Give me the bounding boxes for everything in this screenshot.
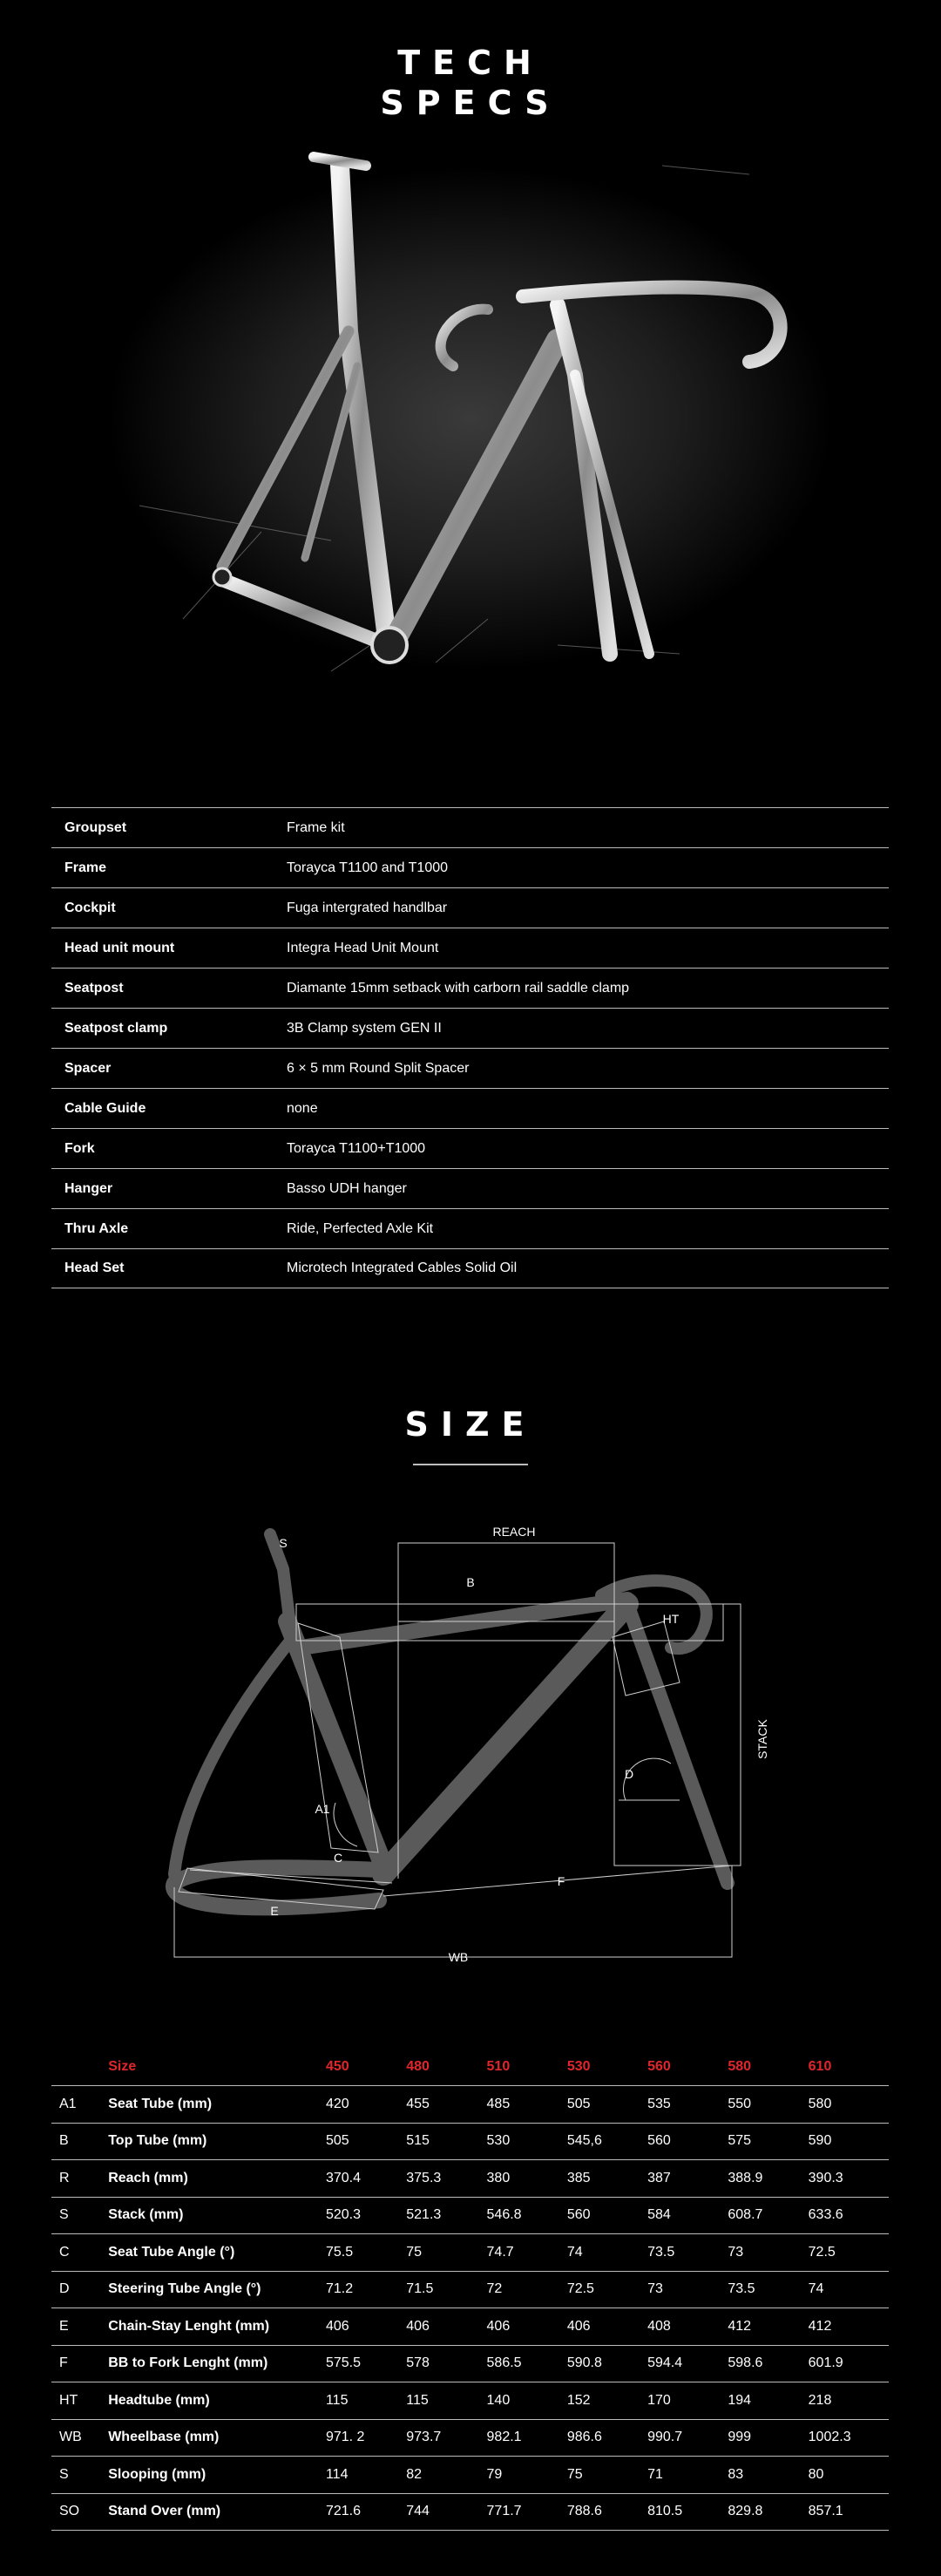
geometry-value: 194 [728, 2392, 752, 2408]
geometry-measure-name: BB to Fork Lenght (mm) [108, 2355, 268, 2371]
geometry-value: 560 [647, 2133, 671, 2149]
geometry-value: 406 [486, 2318, 511, 2334]
geometry-value: 406 [325, 2318, 349, 2334]
geometry-value: 370.4 [325, 2170, 362, 2185]
geometry-value: 990.7 [647, 2430, 683, 2445]
geometry-value: 584 [647, 2207, 671, 2223]
geometry-value: 999 [728, 2430, 752, 2445]
size-header-label: Size [108, 2049, 326, 2086]
spec-label: Spacer [64, 1060, 112, 1076]
geometry-value: 387 [647, 2170, 671, 2185]
spec-row-hanger [51, 1168, 889, 1208]
size-header-row [51, 2049, 889, 2086]
tech-specs-title-line1: TECH [397, 44, 544, 82]
table-row [51, 2493, 889, 2531]
geometry-value: 598.6 [728, 2355, 763, 2371]
geometry-value: 72 [486, 2281, 503, 2297]
table-row [51, 2382, 889, 2420]
size-560: 560 [647, 2049, 728, 2086]
geometry-measure-name: Top Tube (mm) [108, 2133, 207, 2149]
spec-label: Fork [64, 1140, 95, 1156]
geometry-value: 71.2 [325, 2281, 354, 2297]
spec-value: Basso UDH hanger [287, 1180, 407, 1196]
geometry-value: 578 [406, 2355, 430, 2371]
spec-row-thru-axle [51, 1208, 889, 1248]
geometry-value: 971. 2 [325, 2430, 365, 2445]
geo-label-c: C [333, 1851, 343, 1865]
geometry-value: 520.3 [325, 2207, 362, 2223]
geometry-value: 75.5 [325, 2244, 354, 2260]
geo-label-wb: WB [448, 1950, 469, 1964]
geometry-diagram [148, 1517, 775, 1970]
size-450: 450 [326, 2049, 406, 2086]
geometry-value: 79 [486, 2466, 503, 2482]
spec-label: Thru Axle [64, 1220, 129, 1236]
table-row [51, 2308, 889, 2346]
geometry-value: 608.7 [728, 2207, 763, 2223]
spec-row-seatpost [51, 968, 889, 1008]
spec-value: Ride, Perfected Axle Kit [287, 1220, 434, 1236]
geo-label-stack: STACK [755, 1719, 769, 1759]
spec-value: Fuga intergrated handlbar [287, 900, 448, 915]
geometry-value: 71.5 [406, 2281, 434, 2297]
spec-value: none [287, 1100, 318, 1116]
spec-label: Seatpost clamp [64, 1020, 168, 1036]
table-row [51, 2271, 889, 2308]
geometry-value: 82 [406, 2466, 423, 2482]
geometry-value: 550 [728, 2096, 752, 2111]
geometry-value: 73 [728, 2244, 744, 2260]
geometry-value: 601.9 [808, 2355, 843, 2371]
geometry-value: 857.1 [808, 2504, 843, 2519]
geometry-value: 75 [566, 2466, 583, 2482]
geometry-value: 385 [566, 2170, 591, 2185]
geometry-measure-name: Stack (mm) [108, 2207, 184, 2223]
geometry-value: 115 [406, 2392, 429, 2408]
table-row [51, 2457, 889, 2494]
size-510: 510 [487, 2049, 567, 2086]
table-row [51, 2419, 889, 2457]
geometry-value: 721.6 [325, 2504, 362, 2519]
geometry-value: 140 [486, 2392, 511, 2408]
size-title-rule [413, 1464, 528, 1465]
geometry-value: 590 [808, 2133, 832, 2149]
geometry-measure-name: Steering Tube Angle (°) [108, 2281, 261, 2297]
size-header-code [51, 2049, 108, 2086]
geometry-value: 380 [486, 2170, 511, 2185]
spec-row-cable-guide [51, 1088, 889, 1128]
geo-label-s: S [279, 1536, 288, 1550]
geometry-value: 74.7 [486, 2244, 514, 2260]
table-row [51, 2234, 889, 2272]
geometry-value: 71 [647, 2466, 663, 2482]
geo-label-a1: A1 [315, 1802, 330, 1816]
geometry-code: D [59, 2281, 70, 2297]
geo-label-f: F [557, 1874, 565, 1888]
geometry-value: 388.9 [728, 2170, 763, 2185]
geometry-value: 412 [728, 2318, 752, 2334]
size-530: 530 [567, 2049, 647, 2086]
geometry-value: 455 [406, 2096, 430, 2111]
geo-label-b: B [466, 1575, 475, 1589]
geometry-code: HT [59, 2392, 78, 2408]
spec-value: Torayca T1100+T1000 [287, 1140, 426, 1156]
geometry-value: 545,6 [566, 2133, 602, 2149]
spec-row-head-unit-mount [51, 928, 889, 968]
spec-value: 3B Clamp system GEN II [287, 1020, 442, 1036]
geometry-measure-name: Seat Tube (mm) [108, 2096, 213, 2111]
geometry-value: 73.5 [647, 2244, 675, 2260]
spec-value: Frame kit [287, 819, 345, 835]
table-row [51, 2345, 889, 2382]
geometry-value: 586.5 [486, 2355, 522, 2371]
geometry-measure-name: Wheelbase (mm) [108, 2430, 220, 2445]
geometry-value: 1002.3 [808, 2430, 851, 2445]
bike-frame-image [0, 131, 941, 776]
geometry-code: SO [59, 2504, 80, 2519]
geometry-value: 515 [406, 2133, 430, 2149]
geo-label-reach: REACH [492, 1525, 536, 1539]
geometry-value: 170 [647, 2392, 671, 2408]
geo-label-e: E [270, 1904, 279, 1918]
geometry-value: 986.6 [566, 2430, 602, 2445]
spec-value: 6 × 5 mm Round Split Spacer [287, 1060, 470, 1076]
geometry-measure-name: Seat Tube Angle (°) [108, 2244, 235, 2260]
geometry-value: 218 [808, 2392, 832, 2408]
size-610: 610 [809, 2049, 889, 2086]
geometry-value: 80 [808, 2466, 824, 2482]
spec-row-groupset [51, 807, 889, 847]
geometry-code: E [59, 2318, 69, 2334]
geometry-code: C [59, 2244, 70, 2260]
geometry-value: 560 [566, 2207, 591, 2223]
geometry-value: 406 [566, 2318, 591, 2334]
geometry-value: 72.5 [808, 2244, 836, 2260]
geometry-value: 72.5 [566, 2281, 594, 2297]
geometry-value: 115 [325, 2392, 349, 2408]
geometry-value: 590.8 [566, 2355, 602, 2371]
size-480: 480 [406, 2049, 486, 2086]
spec-label: Hanger [64, 1180, 113, 1196]
geometry-value: 75 [406, 2244, 423, 2260]
geometry-value: 521.3 [406, 2207, 442, 2223]
geometry-value: 771.7 [486, 2504, 522, 2519]
spec-value: Diamante 15mm setback with carborn rail saddle clamp [287, 980, 630, 996]
geometry-value: 420 [325, 2096, 349, 2111]
geometry-value: 594.4 [647, 2355, 683, 2371]
spec-value: Integra Head Unit Mount [287, 940, 439, 955]
geometry-value: 114 [325, 2466, 349, 2482]
geometry-code: WB [59, 2430, 82, 2445]
geo-label-ht: HT [662, 1612, 680, 1626]
geometry-value: 73.5 [728, 2281, 755, 2297]
geometry-measure-name: Chain-Stay Lenght (mm) [108, 2318, 270, 2334]
geometry-value: 152 [566, 2392, 591, 2408]
spec-row-seatpost-clamp [51, 1008, 889, 1048]
geometry-code: S [59, 2466, 69, 2482]
geometry-value: 535 [647, 2096, 671, 2111]
geometry-value: 810.5 [647, 2504, 683, 2519]
geometry-value: 546.8 [486, 2207, 522, 2223]
geometry-measure-name: Headtube (mm) [108, 2392, 210, 2408]
specs-table [51, 807, 889, 1288]
size-geometry-table [51, 2049, 889, 2531]
geometry-value: 982.1 [486, 2430, 522, 2445]
geometry-value: 390.3 [808, 2170, 843, 2185]
geometry-value: 73 [647, 2281, 663, 2297]
geometry-value: 408 [647, 2318, 671, 2334]
table-row [51, 2197, 889, 2234]
geometry-code: A1 [59, 2096, 77, 2111]
geometry-value: 788.6 [566, 2504, 602, 2519]
geometry-measure-name: Stand Over (mm) [108, 2504, 221, 2519]
geometry-value: 505 [566, 2096, 591, 2111]
spec-label: Groupset [64, 819, 127, 835]
geometry-value: 575 [728, 2133, 752, 2149]
geometry-measure-name: Reach (mm) [108, 2170, 188, 2185]
geometry-value: 829.8 [728, 2504, 763, 2519]
geometry-measure-name: Slooping (mm) [108, 2466, 206, 2482]
geometry-value: 530 [486, 2133, 511, 2149]
geometry-value: 505 [325, 2133, 349, 2149]
spec-label: Frame [64, 860, 107, 875]
spec-row-spacer [51, 1048, 889, 1088]
size-title: SIZE [404, 1405, 537, 1444]
table-row [51, 2086, 889, 2124]
geometry-value: 744 [406, 2504, 430, 2519]
spec-row-head-set [51, 1248, 889, 1288]
spec-label: Seatpost [64, 980, 124, 996]
table-row [51, 2123, 889, 2160]
spec-value: Torayca T1100 and T1000 [287, 860, 449, 875]
spec-label: Head Set [64, 1261, 125, 1275]
geometry-value: 406 [406, 2318, 430, 2334]
size-580: 580 [728, 2049, 808, 2086]
table-row [51, 2160, 889, 2198]
geometry-value: 74 [566, 2244, 583, 2260]
spec-row-cockpit [51, 887, 889, 928]
geometry-value: 580 [808, 2096, 832, 2111]
geometry-value: 375.3 [406, 2170, 442, 2185]
spec-row-fork [51, 1128, 889, 1168]
geometry-value: 633.6 [808, 2207, 843, 2223]
geometry-value: 485 [486, 2096, 511, 2111]
geometry-code: S [59, 2207, 69, 2223]
geometry-code: R [59, 2170, 70, 2185]
spec-label: Cockpit [64, 900, 116, 915]
spec-label: Cable Guide [64, 1100, 146, 1116]
spec-row-frame [51, 847, 889, 887]
geometry-value: 973.7 [406, 2430, 442, 2445]
geometry-value: 575.5 [325, 2355, 362, 2371]
geometry-code: B [59, 2133, 69, 2149]
geometry-value: 83 [728, 2466, 744, 2482]
geometry-value: 412 [808, 2318, 832, 2334]
spec-value: Microtech Integrated Cables Solid Oil [287, 1261, 518, 1275]
spec-label: Head unit mount [64, 940, 175, 955]
geo-label-d: D [624, 1767, 634, 1781]
tech-specs-title-line2: SPECS [380, 84, 561, 122]
geometry-value: 74 [808, 2281, 824, 2297]
geometry-code: F [59, 2355, 68, 2371]
